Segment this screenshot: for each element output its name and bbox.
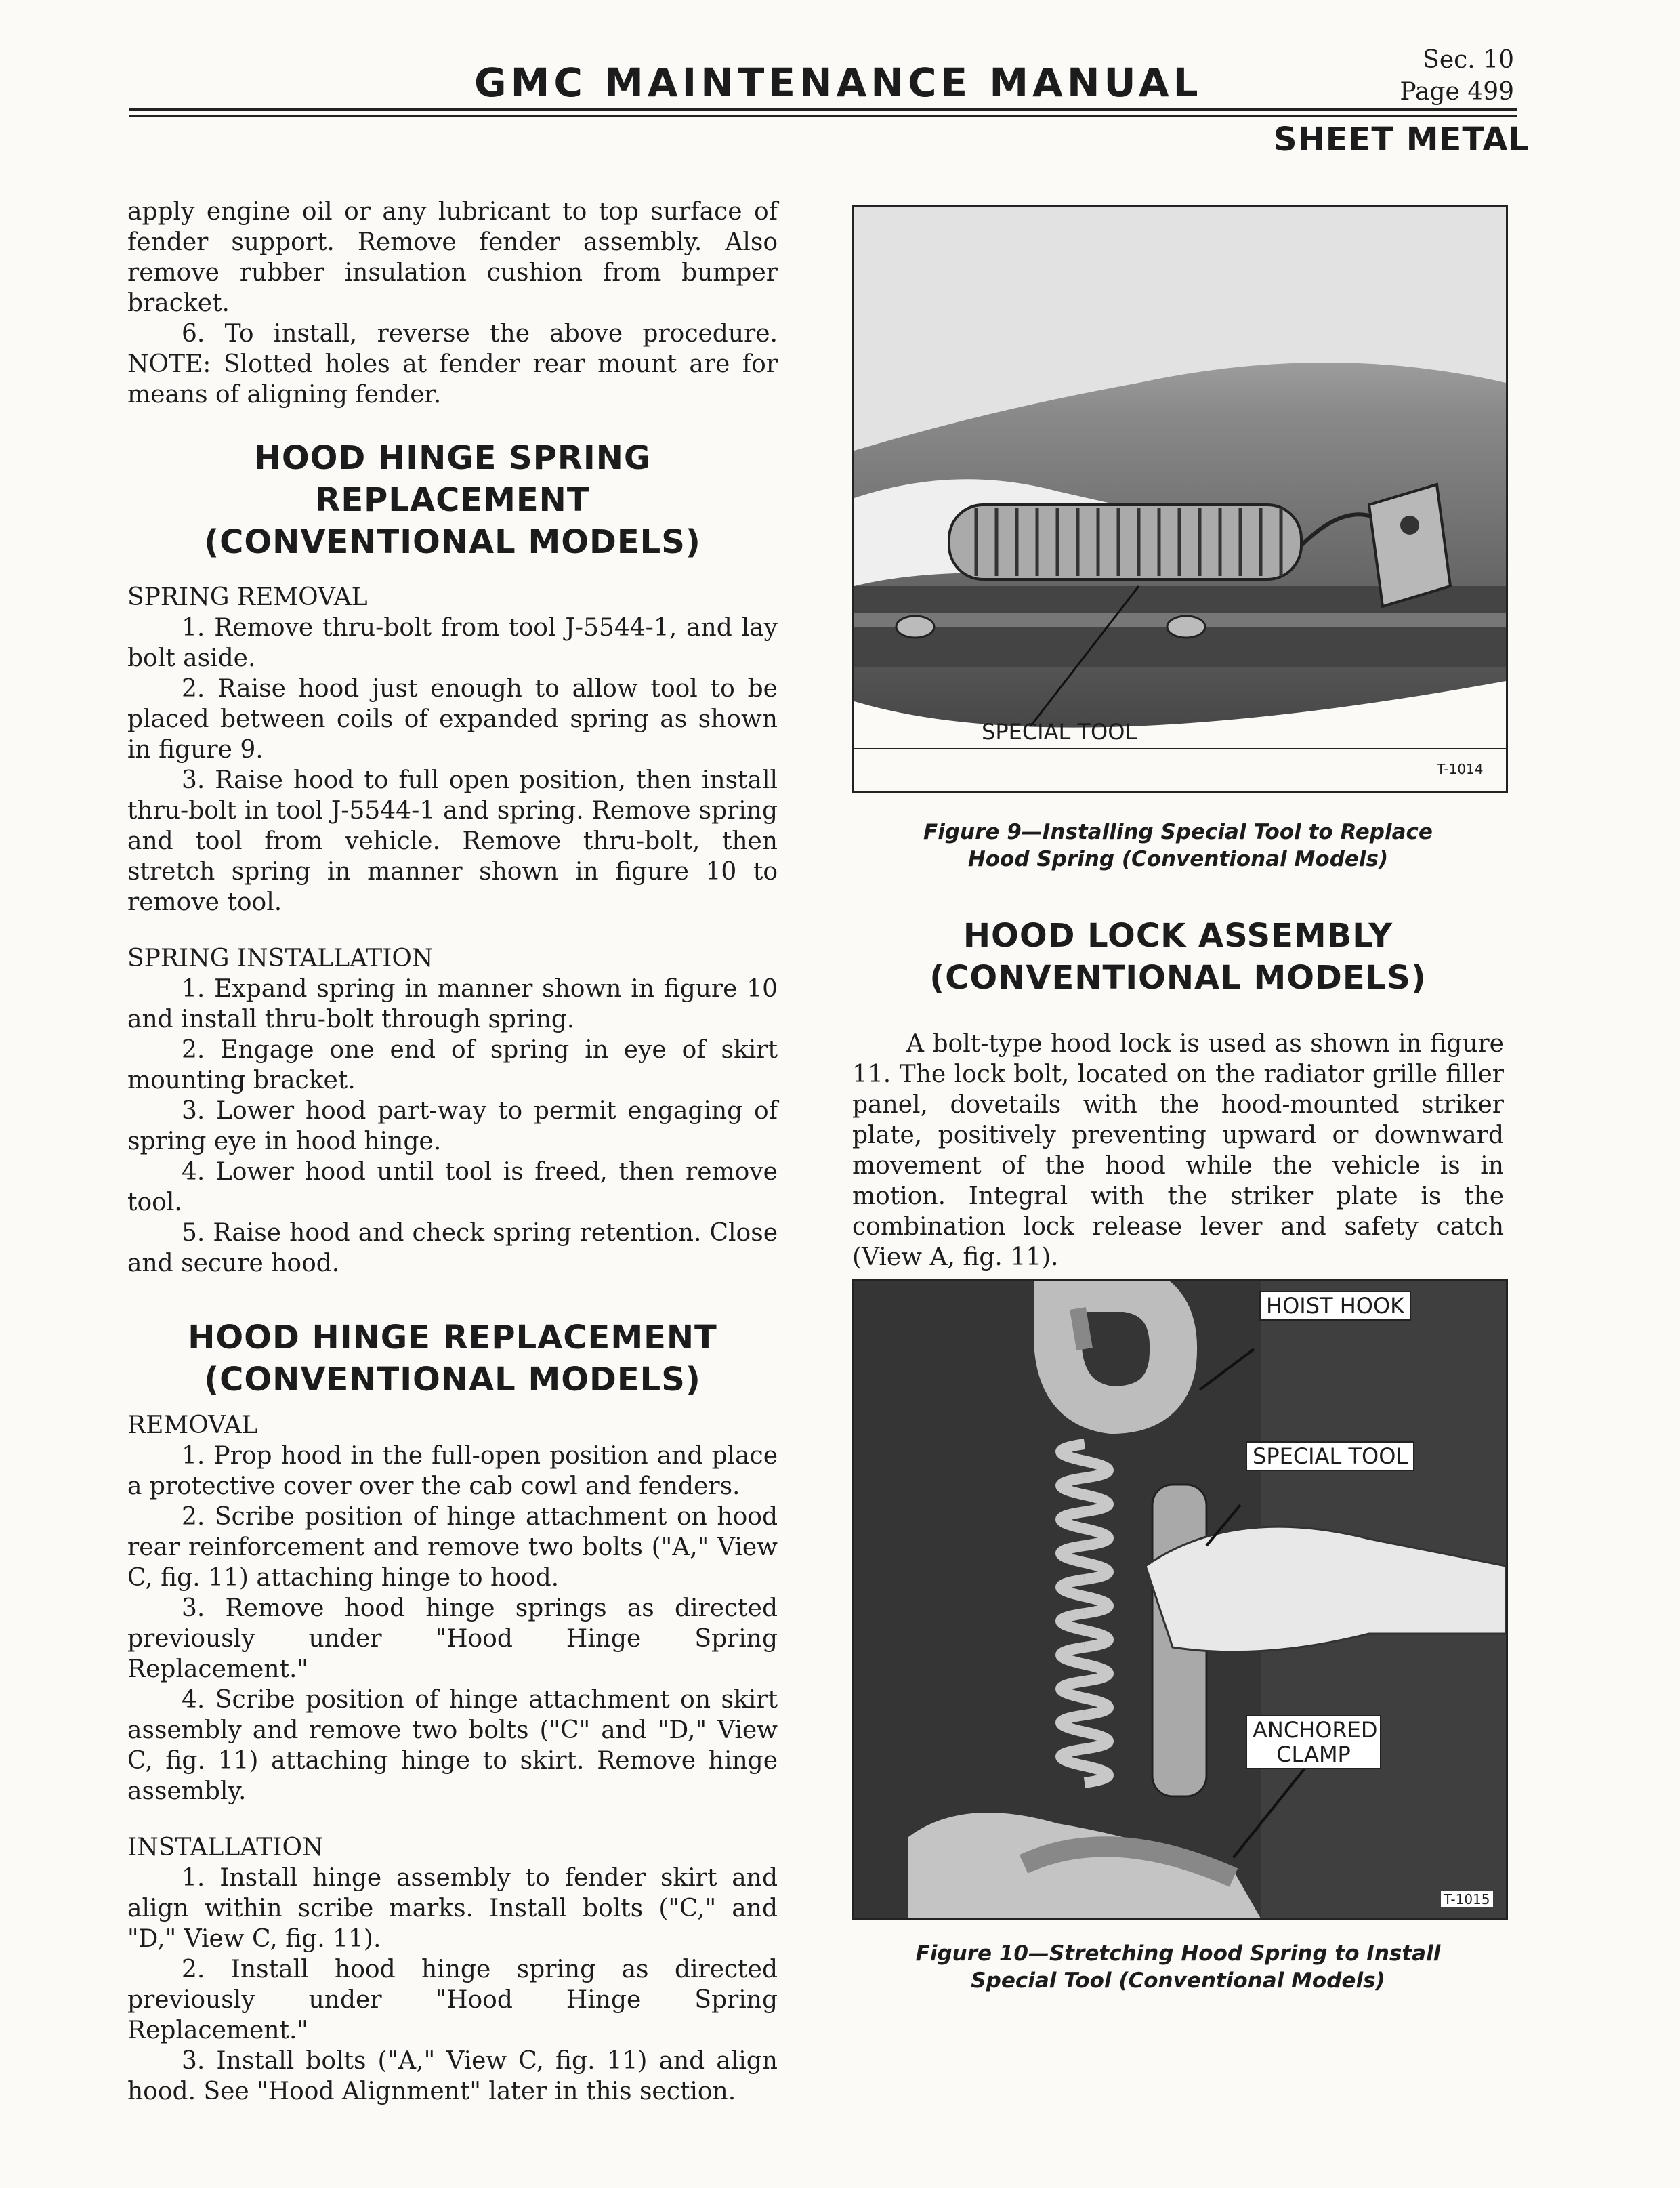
step: 3. Lower hood part-way to permit engaging of spring eye in hood hinge. xyxy=(127,1097,778,1155)
step: 4. Scribe position of hinge attachment on skirt assembly and remove two bolts ("C" and "D," View C, fig. 11) attaching hinge to skirt. Remove hinge assembly. xyxy=(127,1686,778,1805)
paragraph: 6. To install, reverse the above procedure. NOTE: Slotted holes at fender rear mount are for means of aligning fender. xyxy=(127,320,778,409)
step: 4. Lower hood until tool is freed, then remove tool. xyxy=(127,1158,778,1216)
heading-hinge-spring-sub: (CONVENTIONAL MODELS) xyxy=(204,523,701,561)
figure-code: T-1014 xyxy=(1437,761,1484,777)
step: 5. Raise hood and check spring retention. Close and secure hood. xyxy=(127,1219,778,1277)
paragraph: A bolt-type hood lock is used as shown in figure 11. The lock bolt, located on the radiator grille filler panel, dovetails with the hood-mounted striker plate, positively preventing upward or downward movement of the hood while the vehicle is in motion. Integral with the striker plate is the combination lock release lever and safety catch (View A, fig. 11). xyxy=(852,1030,1504,1271)
figure-10-photo xyxy=(852,1279,1508,1920)
subheading: SPRING REMOVAL xyxy=(127,583,368,611)
subheading: INSTALLATION xyxy=(127,1834,324,1861)
caption-line: Figure 10—Stretching Hood Spring to Install xyxy=(915,1941,1441,1966)
page-number: Page 499 xyxy=(1400,78,1514,106)
step: 3. Raise hood to full open position, then install thru-bolt in tool J-5544-1 and spring. Remove spring and tool from vehicle. Remove thru-bolt, then stretch spring in manner shown in figure 10 to remove tool. xyxy=(127,766,778,916)
step: 2. Scribe position of hinge attachment on hood rear reinforcement and remove two bolts ("A," View C, fig. 11) attaching hinge to hood. xyxy=(127,1503,778,1592)
heading-hood-lock: HOOD LOCK ASSEMBLY xyxy=(963,917,1393,955)
special-tool-label: SPECIAL TOOL xyxy=(982,719,1137,745)
left-column xyxy=(127,197,778,2107)
heading-hinge-replacement-sub: (CONVENTIONAL MODELS) xyxy=(204,1361,701,1399)
heading-hinge-replacement: HOOD HINGE REPLACEMENT xyxy=(188,1319,717,1357)
figure-code: T-1015 xyxy=(1441,1891,1493,1907)
anchored-clamp-label: ANCHORED CLAMP xyxy=(1246,1715,1381,1769)
step: 2. Raise hood just enough to allow tool to be placed between coils of expanded spring as shown in figure 9. xyxy=(127,675,778,764)
section-title: SHEET METAL xyxy=(1274,121,1530,159)
section-number: Sec. 10 xyxy=(1423,46,1514,74)
step: 1. Expand spring in manner shown in figure 10 and install thru-bolt through spring. xyxy=(127,975,778,1033)
paragraph: apply engine oil or any lubricant to top surface of fender support. Remove fender assembly. Also remove rubber insulation cushion from bumper bracket. xyxy=(127,198,778,317)
subheading: REMOVAL xyxy=(127,1411,258,1439)
header-rule xyxy=(129,108,1517,111)
step: 1. Install hinge assembly to fender skirt and align within scribe marks. Install bolts ("C," and "D," View C, fig. 11). xyxy=(127,1864,778,1953)
caption-line: Special Tool (Conventional Models) xyxy=(971,1968,1385,1993)
figure-9-caption xyxy=(852,819,1504,873)
step: 1. Prop hood in the full-open position and place a protective cover over the cab cowl and fenders. xyxy=(127,1442,778,1500)
heading-hinge-spring: HOOD HINGE SPRING REPLACEMENT xyxy=(253,439,652,519)
step: 2. Engage one end of spring in eye of skirt mounting bracket. xyxy=(127,1036,778,1094)
step: 2. Install hood hinge spring as directed previously under "Hood Hinge Spring Replacement." xyxy=(127,1956,778,2044)
hoist-hook-label: HOIST HOOK xyxy=(1259,1291,1411,1321)
figure-10-caption xyxy=(852,1940,1504,1994)
header-rule-thin xyxy=(129,115,1517,117)
step: 1. Remove thru-bolt from tool J-5544-1, and lay bolt aside. xyxy=(127,614,778,672)
manual-title: GMC MAINTENANCE MANUAL xyxy=(474,60,1202,106)
figure-9-photo xyxy=(852,205,1508,793)
subheading: SPRING INSTALLATION xyxy=(127,945,434,972)
caption-line: Hood Spring (Conventional Models) xyxy=(967,847,1389,871)
heading-hood-lock-sub: (CONVENTIONAL MODELS) xyxy=(929,959,1427,997)
step: 3. Remove hood hinge springs as directed previously under "Hood Hinge Spring Replacement." xyxy=(127,1594,778,1683)
caption-line: Figure 9—Installing Special Tool to Replace xyxy=(923,820,1433,844)
step: 3. Install bolts ("A," View C, fig. 11) and align hood. See "Hood Alignment" later in this section. xyxy=(127,2047,778,2105)
special-tool-label: SPECIAL TOOL xyxy=(1246,1441,1414,1471)
right-column-text xyxy=(852,915,1504,1273)
